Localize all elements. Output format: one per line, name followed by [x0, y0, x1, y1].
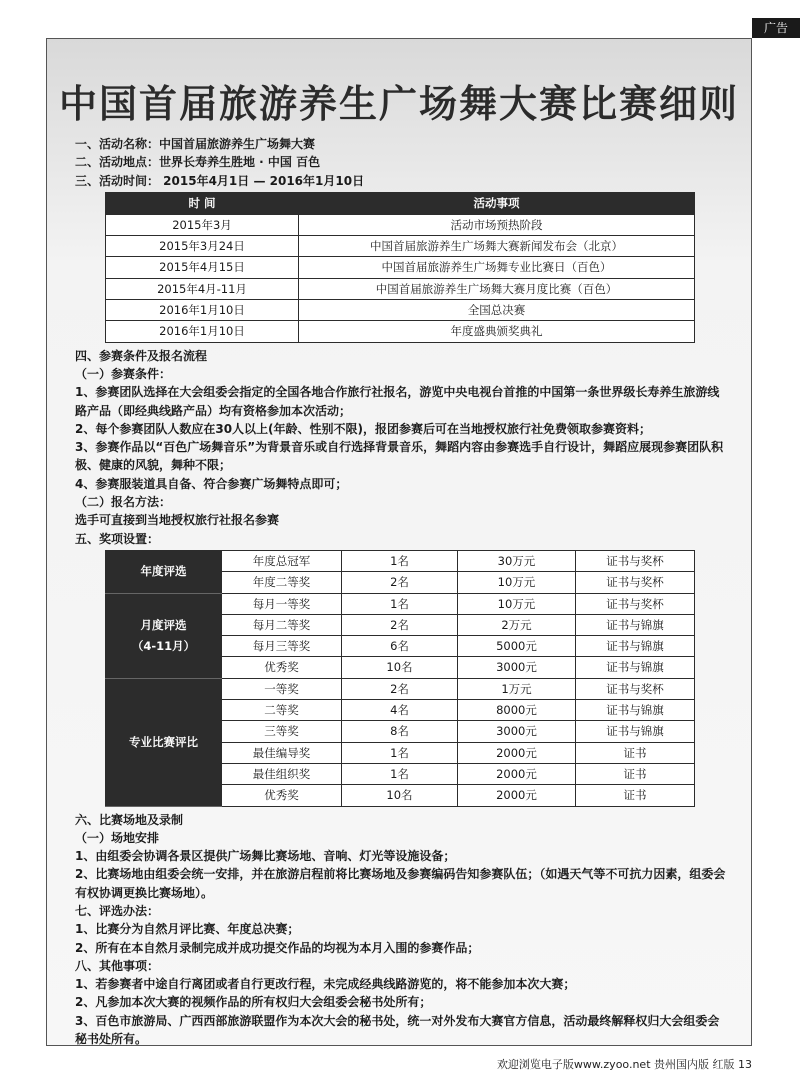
- schedule-row: [106, 257, 695, 278]
- section-heading: 七、评选办法：: [75, 903, 160, 918]
- award-quota: 6名: [342, 636, 458, 657]
- award-quota: 1名: [342, 593, 458, 614]
- award-prize: 2000元: [458, 742, 576, 763]
- award-prize: 30万元: [458, 550, 576, 571]
- award-quota: 10名: [342, 657, 458, 678]
- schedule-date: 2015年4月-11月: [106, 278, 299, 299]
- schedule-date: 2016年1月10日: [106, 321, 299, 342]
- award-prize: 2000元: [458, 763, 576, 784]
- award-quota: 2名: [342, 678, 458, 699]
- award-category-label: 月度评选: [140, 617, 187, 632]
- award-category-period: （4-11月）: [131, 638, 196, 653]
- award-name: 每月三等奖: [222, 636, 342, 657]
- award-reward: 证书与锦旗: [576, 636, 695, 657]
- award-category-label: 专业比赛评比: [129, 734, 198, 749]
- other-item: 1、若参赛者中途自行离团或者自行更改行程，未完成经典线路游览的，将不能参加本次大赛；: [75, 977, 576, 992]
- schedule-date: 2015年3月24日: [106, 236, 299, 257]
- schedule-body: [106, 214, 695, 342]
- award-reward: 证书与锦旗: [576, 657, 695, 678]
- sub-heading: （二）报名方法：: [75, 495, 172, 510]
- schedule-event: 全国总决赛: [299, 300, 695, 321]
- section-heading: 四、参赛条件及报名流程: [75, 348, 208, 363]
- award-reward: 证书: [576, 785, 695, 806]
- award-prize: 10万元: [458, 593, 576, 614]
- info-line: 二、活动地点：世界长寿养生胜地 · 中国 百色: [75, 155, 321, 170]
- page-title: 中国首届旅游养生广场舞大赛比赛细则: [58, 82, 739, 126]
- award-prize: 2万元: [458, 614, 576, 635]
- award-reward: 证书与奖杯: [576, 572, 695, 593]
- condition-item: 2、每个参赛团队人数应在30人以上(年龄、性别不限)，报团参赛后可在当地授权旅行社免费领取参赛资料；: [75, 421, 652, 436]
- section-heading: 六、比赛场地及录制: [75, 812, 184, 827]
- award-quota: 8名: [342, 721, 458, 742]
- schedule-event: 中国首届旅游养生广场舞大赛月度比赛（百色）: [299, 278, 695, 299]
- content-body: [75, 135, 731, 1048]
- schedule-row: [106, 321, 695, 342]
- award-name: 三等奖: [222, 721, 342, 742]
- judging-item: 1、比赛分为自然月评比赛、年度总决赛；: [75, 922, 300, 937]
- schedule-event: 年度盛典颁奖典礼: [299, 321, 695, 342]
- award-row: [106, 550, 695, 571]
- award-reward: 证书与锦旗: [576, 700, 695, 721]
- award-category: [106, 678, 222, 806]
- award-quota: 10名: [342, 785, 458, 806]
- venue-item: 2、比赛场地由组委会统一安排，并在旅游启程前将比赛场地及参赛编码告知参赛队伍；（如遇天气等不可抗力因素，组委会有权协调更换比赛场地）。: [75, 867, 726, 900]
- info-line: 三、活动时间： 2015年4月1日 — 2016年1月10日: [75, 173, 365, 188]
- award-reward: 证书与奖杯: [576, 593, 695, 614]
- award-category-label: 年度评选: [140, 564, 187, 579]
- schedule-date: 2015年4月15日: [106, 257, 299, 278]
- award-prize: 3000元: [458, 657, 576, 678]
- judging-item: 2、所有在本自然月录制完成并成功提交作品的均视为本月入围的参赛作品；: [75, 940, 480, 955]
- schedule-table: [105, 192, 695, 343]
- award-reward: 证书与奖杯: [576, 550, 695, 571]
- page-footer: 欢迎浏览电子版www.zyoo.net 贵州国内版 红版 13: [496, 1058, 752, 1071]
- award-quota: 1名: [342, 742, 458, 763]
- award-prize: 5000元: [458, 636, 576, 657]
- schedule-header-time: 时 间: [106, 192, 299, 214]
- schedule-row: [106, 236, 695, 257]
- condition-item: 3、参赛作品以“百色广场舞音乐”为背景音乐或自行选择背景音乐，舞蹈内容由参赛选手自行设计，舞蹈应展现参赛团队积极、健康的风貌，舞种不限；: [75, 440, 724, 473]
- condition-item: 4、参赛服装道具自备、符合参赛广场舞特点即可；: [75, 476, 348, 491]
- award-prize: 8000元: [458, 700, 576, 721]
- award-prize: 2000元: [458, 785, 576, 806]
- awards-table: [105, 550, 695, 807]
- venue-item: 1、由组委会协调各景区提供广场舞比赛场地、音响、灯光等设施设备；: [75, 849, 456, 864]
- award-name: 年度总冠军: [222, 550, 342, 571]
- award-name: 最佳组织奖: [222, 763, 342, 784]
- schedule-date: 2016年1月10日: [106, 300, 299, 321]
- award-category: [106, 550, 222, 593]
- info-line: 一、活动名称：中国首届旅游养生广场舞大赛: [75, 137, 316, 151]
- award-name: 年度二等奖: [222, 572, 342, 593]
- award-category: [106, 593, 222, 678]
- award-name: 每月一等奖: [222, 593, 342, 614]
- schedule-date: 2015年3月: [106, 214, 299, 235]
- schedule-event: 中国首届旅游养生广场舞专业比赛日（百色）: [299, 257, 695, 278]
- awards-body: [106, 550, 695, 806]
- award-prize: 1万元: [458, 678, 576, 699]
- award-prize: 10万元: [458, 572, 576, 593]
- award-reward: 证书: [576, 763, 695, 784]
- award-reward: 证书与锦旗: [576, 721, 695, 742]
- schedule-row: [106, 214, 695, 235]
- award-prize: 3000元: [458, 721, 576, 742]
- method-text: 选手可直接到当地授权旅行社报名参赛: [75, 513, 280, 528]
- award-quota: 1名: [342, 763, 458, 784]
- section-heading: 八、其他事项：: [75, 958, 160, 973]
- section-heading: 五、奖项设置：: [75, 531, 160, 546]
- ad-tag: 广告: [752, 18, 800, 38]
- sub-heading: （一）场地安排: [75, 830, 160, 845]
- award-quota: 1名: [342, 550, 458, 571]
- award-name: 最佳编导奖: [222, 742, 342, 763]
- schedule-event: 中国首届旅游养生广场舞大赛新闻发布会（北京）: [299, 236, 695, 257]
- award-quota: 2名: [342, 614, 458, 635]
- award-reward: 证书与锦旗: [576, 614, 695, 635]
- award-name: 二等奖: [222, 700, 342, 721]
- award-quota: 2名: [342, 572, 458, 593]
- award-row: [106, 678, 695, 699]
- award-name: 每月二等奖: [222, 614, 342, 635]
- condition-item: 1、参赛团队选择在大会组委会指定的全国各地合作旅行社报名，游览中央电视台首推的中国第一条世界级长寿养生旅游线路产品（即经典线路产品）均有资格参加本次活动；: [75, 385, 720, 418]
- schedule-header-event: 活动事项: [299, 192, 695, 214]
- award-row: [106, 593, 695, 614]
- award-reward: 证书与奖杯: [576, 678, 695, 699]
- award-quota: 4名: [342, 700, 458, 721]
- award-reward: 证书: [576, 742, 695, 763]
- other-item: 3、百色市旅游局、广西西部旅游联盟作为本次大会的秘书处，统一对外发布大赛官方信息，活动最终解释权归大会组委会秘书处所有。: [75, 1013, 720, 1047]
- sub-heading: （一）参赛条件：: [75, 366, 172, 381]
- award-name: 优秀奖: [222, 785, 342, 806]
- document-panel: [46, 38, 752, 1046]
- award-name: 一等奖: [222, 678, 342, 699]
- other-item: 2、凡参加本次大赛的视频作品的所有权归大会组委会秘书处所有；: [75, 995, 432, 1010]
- schedule-row: [106, 300, 695, 321]
- award-name: 优秀奖: [222, 657, 342, 678]
- schedule-event: 活动市场预热阶段: [299, 214, 695, 235]
- schedule-row: [106, 278, 695, 299]
